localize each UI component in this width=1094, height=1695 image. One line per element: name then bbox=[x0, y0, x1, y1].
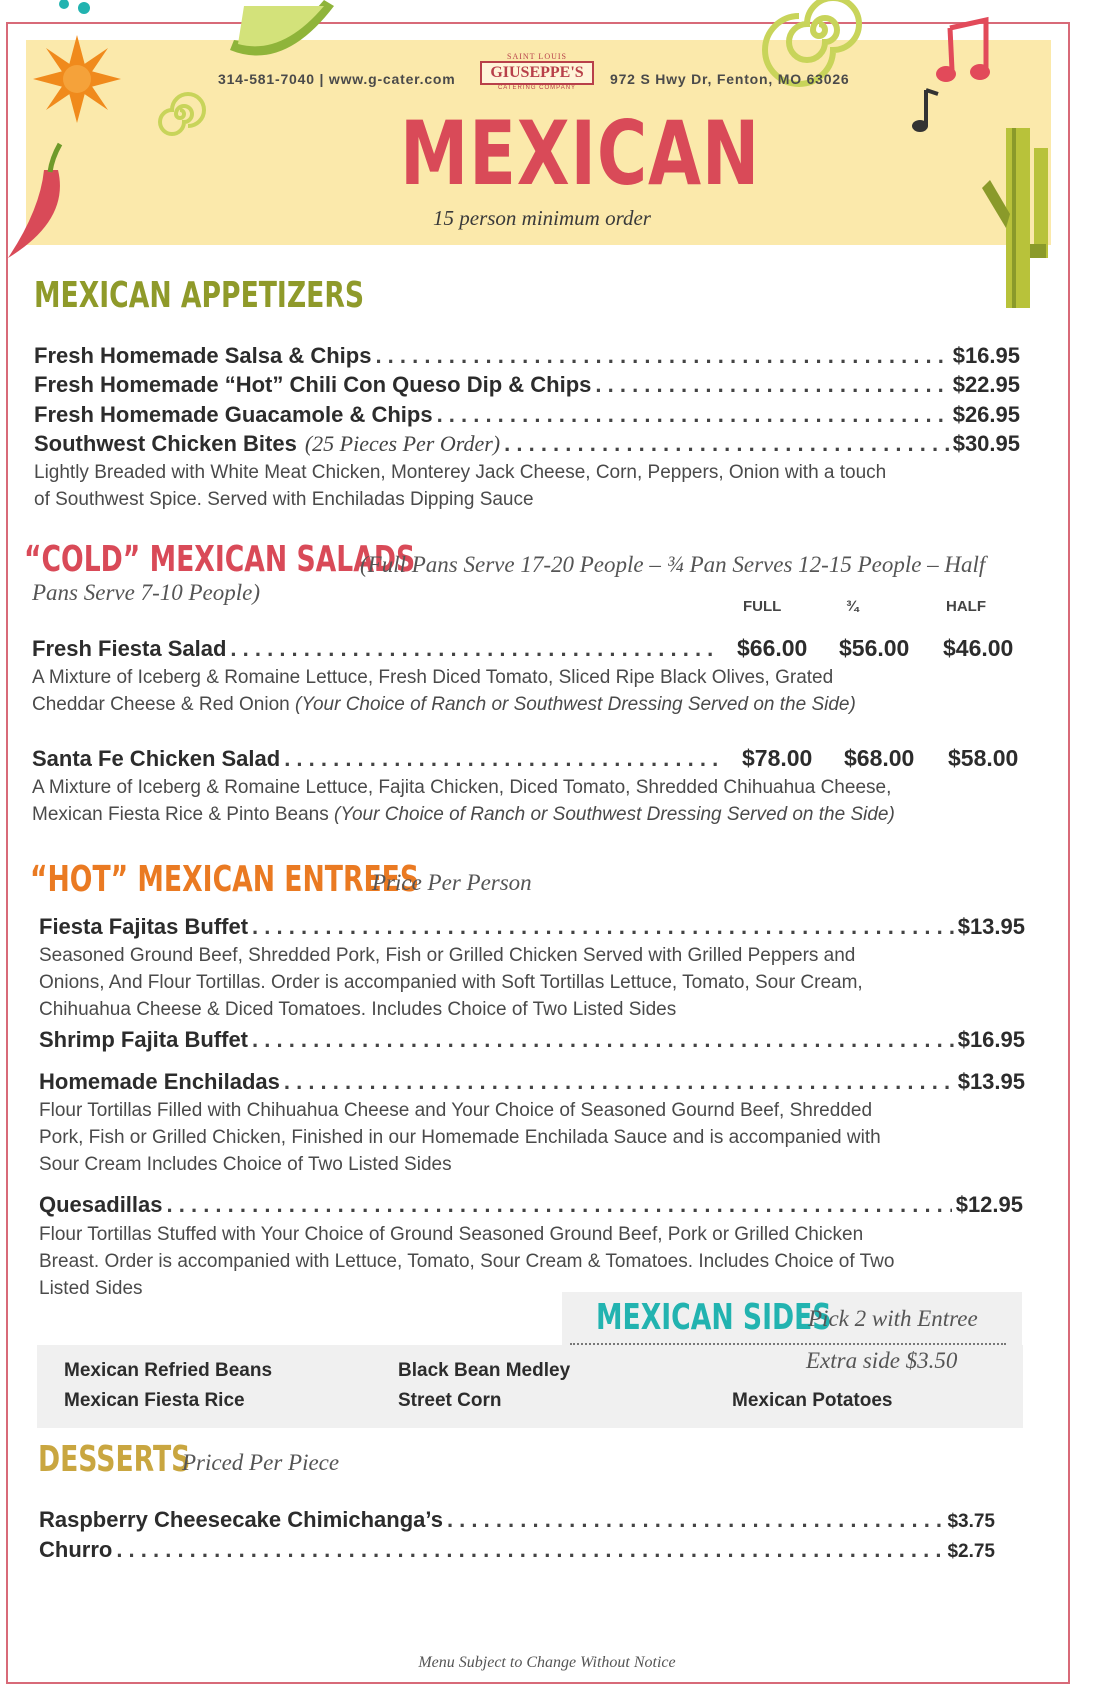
sides-note: Pick 2 with Entree bbox=[808, 1306, 978, 1331]
column-three-quarter: ¾ bbox=[846, 598, 859, 615]
side-item: Mexican Potatoes bbox=[732, 1390, 893, 1411]
desserts-note: Priced Per Piece bbox=[182, 1450, 340, 1475]
menu-item: Quesadillas . . . $12.95 bbox=[39, 1192, 1023, 1218]
side-item: Street Corn bbox=[398, 1390, 502, 1411]
menu-title: MEXICAN bbox=[400, 102, 761, 205]
lime-slice-icon bbox=[224, 0, 344, 66]
chili-pepper-icon bbox=[0, 140, 70, 260]
spiral-icon bbox=[150, 84, 210, 144]
salads-title: “COLD” MEXICAN SALADS bbox=[24, 539, 416, 580]
side-item: Mexican Refried Beans bbox=[64, 1360, 273, 1381]
sides-title: MEXICAN SIDES bbox=[596, 1297, 832, 1338]
side-item: Mexican Fiesta Rice bbox=[64, 1390, 245, 1411]
menu-item: Fresh Homemade Salsa & Chips . . . $16.95 bbox=[34, 343, 1020, 369]
menu-item: Fiesta Fajitas Buffet . . . $13.95 bbox=[39, 914, 1025, 940]
item-description: Flour Tortillas Stuffed with Your Choice of Ground Seasoned Ground Beef, Pork or Grilled Chicken Breast. Order is accompanied with Lettuce, Tomato, Sour Cream & Tomatoes. Includes Choice of Two Listed Sides bbox=[39, 1224, 895, 1299]
item-description: Flour Tortillas Filled with Chihuahua Cheese and Your Choice of Seasoned Gournd Beef, Shredded Pork, Fish or Grilled Chicken, Finished in our Homemade Enchilada Sauce and is accompanied with Sour Cream Includes Choice of Two Listed Sides bbox=[39, 1100, 881, 1175]
column-half: HALF bbox=[946, 598, 986, 615]
extra-side-note: Extra side $3.50 bbox=[806, 1348, 958, 1373]
salads-note: Pans Serve 7-10 People) bbox=[32, 580, 261, 605]
menu-item: Raspberry Cheesecake Chimichanga’s . . . $3.75 bbox=[39, 1507, 995, 1533]
sides-divider bbox=[570, 1343, 1006, 1345]
side-item: Black Bean Medley bbox=[398, 1360, 571, 1381]
teal-splash-icon bbox=[56, 0, 96, 20]
salad-prices: $66.00 $56.00 $46.00 bbox=[737, 635, 1014, 661]
menu-item: Shrimp Fajita Buffet . . . $16.95 bbox=[39, 1027, 1025, 1053]
spiral-icon bbox=[764, 0, 874, 70]
salad-prices: $78.00 $68.00 $58.00 bbox=[742, 745, 1019, 771]
footer-note: Menu Subject to Change Without Notice bbox=[418, 1654, 676, 1671]
appetizers-title: MEXICAN APPETIZERS bbox=[34, 275, 365, 316]
item-description: Lightly Breaded with White Meat Chicken, Monterey Jack Cheese, Corn, Peppers, Onion with a touch of Southwest Spice. Served with Enchiladas Dipping Sauce bbox=[34, 462, 887, 510]
menu-item: Homemade Enchiladas . . . $13.95 bbox=[39, 1069, 1025, 1095]
cactus-icon bbox=[976, 118, 1076, 318]
item-description: A Mixture of Iceberg & Romaine Lettuce, Fajita Chicken, Diced Tomato, Shredded Chihuahua Cheese, Mexican Fiesta Rice & Pinto Beans (Your Choice of Ranch or Southwest Dressing Served on the Side) bbox=[32, 777, 895, 825]
minimum-order-note: 15 person minimum order bbox=[433, 206, 651, 230]
menu-item: Fresh Fiesta Salad . . . bbox=[32, 636, 722, 662]
phone-website: 314-581-7040 | www.g-cater.com bbox=[218, 71, 456, 87]
giuseppes-logo: SAINT LOUIS GIUSEPPE'S CATERING COMPANY bbox=[480, 52, 594, 96]
entrees-note: Price Per Person bbox=[372, 870, 532, 895]
address: 972 S Hwy Dr, Fenton, MO 63026 bbox=[610, 71, 850, 87]
menu-frame bbox=[6, 22, 1070, 1684]
menu-item: Santa Fe Chicken Salad . . . bbox=[32, 746, 722, 772]
orange-flower-icon bbox=[30, 32, 124, 126]
item-description: A Mixture of Iceberg & Romaine Lettuce, Fresh Diced Tomato, Sliced Ripe Black Olives, Grated Cheddar Cheese & Red Onion (Your Choice of Ranch or Southwest Dressing Served on the Side) bbox=[32, 667, 856, 715]
menu-item: Southwest Chicken Bites (25 Pieces Per Order) . . . $30.95 bbox=[34, 431, 1020, 457]
column-full: FULL bbox=[743, 598, 782, 615]
entrees-title: “HOT” MEXICAN ENTREES bbox=[30, 859, 420, 900]
menu-item: Fresh Homemade Guacamole & Chips . . . $26.95 bbox=[34, 402, 1020, 428]
menu-item: Fresh Homemade “Hot” Chili Con Queso Dip & Chips . . . $22.95 bbox=[34, 372, 1020, 398]
item-description: Seasoned Ground Beef, Shredded Pork, Fish or Grilled Chicken Served with Grilled Peppers and Onions, And Flour Tortillas. Order is accompanied with Soft Tortillas Lettuce, Tomato, Sour Cream, Chihuahua Cheese & Diced Tomatoes. Includes Choice of Two Listed Sides bbox=[39, 945, 863, 1020]
desserts-title: DESSERTS bbox=[38, 1439, 191, 1480]
salads-note: (Full Pans Serve 17-20 People – ¾ Pan Serves 12-15 People – Half bbox=[360, 552, 986, 577]
menu-item: Churro . . . $2.75 bbox=[39, 1537, 995, 1563]
